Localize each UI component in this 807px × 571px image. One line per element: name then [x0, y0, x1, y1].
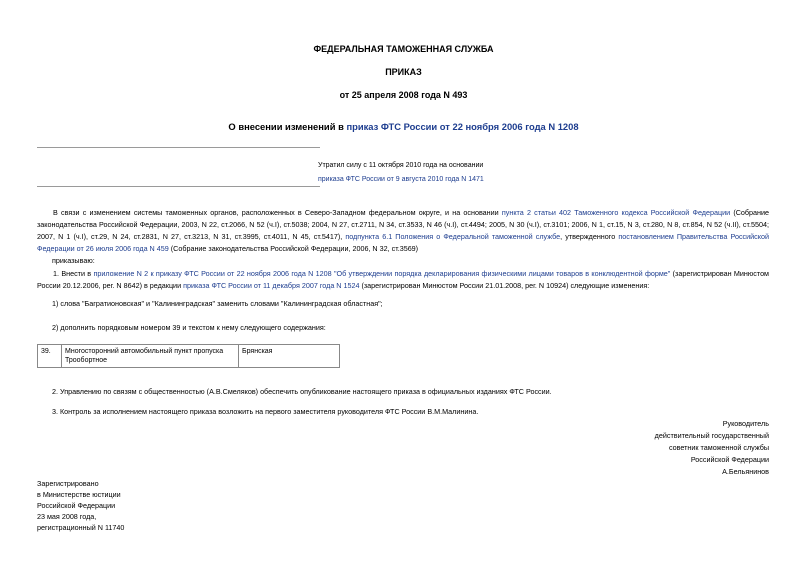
registration-line-3: Российской Федерации [37, 501, 116, 510]
orders-word: приказываю: [52, 256, 95, 265]
preamble-text-1: В связи с изменением системы таможенных органов, расположенных в Северо-Западном федеральном округе, и на основании [53, 208, 502, 217]
item-1-text-1: 1. Внести в [53, 269, 94, 278]
document-title [0, 121, 807, 133]
fts-regulation-link[interactable]: подпункта 6.1 Положения о Федеральной таможенной службе [345, 232, 561, 241]
order-1524-link[interactable]: приказа ФТС России от 11 декабря 2007 года N 1524 [183, 281, 360, 290]
government-resolution-link[interactable]: постановлением Правительства Российской Федерации от 26 июля 2006 года N 459 [37, 232, 769, 253]
registration-line-2: в Министерстве юстиции [37, 490, 121, 499]
declaration-order-link[interactable]: "Об утверждении порядка декларирования физическими лицами товаров в конклюдентной форме" [331, 269, 671, 278]
signature-name: А.Бельянинов [722, 467, 769, 476]
signature-line-3: советник таможенной службы [668, 443, 769, 452]
document-date: от 25 апреля 2008 года N 493 [339, 90, 468, 100]
table-cell-region: Брянская [239, 345, 340, 368]
signature-line-2: действительный государственный [654, 431, 769, 440]
appendix-link[interactable]: приложение N 2 к приказу ФТС России от 22 ноября 2006 года N 1208 [93, 269, 332, 278]
item-3-paragraph: 3. Контроль за исполнением настоящего приказа возложить на первого заместителя руководителя ФТС России В.М.Малинина. [52, 407, 479, 416]
registration-line-5: регистрационный N 11740 [37, 523, 125, 532]
registration-block [37, 478, 124, 533]
item-2-paragraph: 2. Управлению по связям с общественностью (А.В.Смеляков) обеспечить опубликование настоящего приказа в официальных изданиях ФТС России. [52, 387, 552, 396]
customs-code-link[interactable]: пункта 2 статьи 402 Таможенного кодекса Российской Федерации [501, 208, 731, 217]
preamble-text-2: (Собрание законодательства Российской Федерации, 2003, N 22, ст.2066, N 52 (ч.I), ст.5038; 2004, N 27, ст.2711, N 34, ст.3533, N 46 (ч.I), ст.4494; 2005, N 30 (ч.I), ст.3101; 2006, N 1, ст.15, N 3, ст.280, N 8, ст.854, N 52 (ч.II), ст.5504; 2007, N 1 (ч.I), ст.29, N 24, ст.2831, N 27, ст.3213, N 31, ст.3995, ст.4011, N 45, ст.5417), [37, 208, 770, 241]
document-kind: ПРИКАЗ [385, 67, 422, 77]
table-row [38, 345, 340, 368]
title-prefix: О внесении изменений в [228, 121, 347, 132]
item-1-paragraph [37, 268, 769, 292]
registration-line-4: 23 мая 2008 года, [37, 512, 97, 521]
divider-top [37, 147, 320, 148]
table-cell-number: 39. [38, 345, 62, 368]
preamble-text-4: (Собрание законодательства Российской Федерации, 2006, N 32, ст.3569) [168, 244, 419, 253]
organization-name: ФЕДЕРАЛЬНАЯ ТАМОЖЕННАЯ СЛУЖБА [313, 44, 494, 54]
registration-line-1: Зарегистрировано [37, 479, 99, 488]
signature-line-4: Российской Федерации [690, 455, 769, 464]
subitem-1: 1) слова "Багратионовская" и "Калининградская" заменить словами "Калининградская областная"; [52, 299, 383, 308]
title-link[interactable]: приказ ФТС России от 22 ноября 2006 года N 1208 [346, 121, 579, 132]
signature-line-1: Руководитель [722, 419, 769, 428]
preamble-text-3: , утвержденного [560, 232, 619, 241]
lost-force-link[interactable]: приказа ФТС России от 9 августа 2010 года N 1471 [318, 176, 484, 183]
subitem-2: 2) дополнить порядковым номером 39 и текстом к нему следующего содержания: [52, 323, 326, 332]
lost-force-note [318, 159, 484, 187]
table-cell-checkpoint: Многосторонний автомобильный пункт пропуска Трообортное [62, 345, 239, 368]
signature-block [655, 418, 769, 478]
preamble-paragraph [37, 207, 769, 255]
divider-bottom [37, 186, 320, 187]
item-1-text-2: (зарегистрирован Минюстом России 20.12.2006, рег. N 8642) в редакции [37, 269, 770, 290]
item-1-text-3: (зарегистрирован Минюстом России 21.01.2008, рег. N 10924) следующие изменения: [359, 281, 650, 290]
lost-force-text: Утратил силу с 11 октября 2010 года на основании [318, 162, 484, 169]
addition-table [37, 344, 340, 368]
